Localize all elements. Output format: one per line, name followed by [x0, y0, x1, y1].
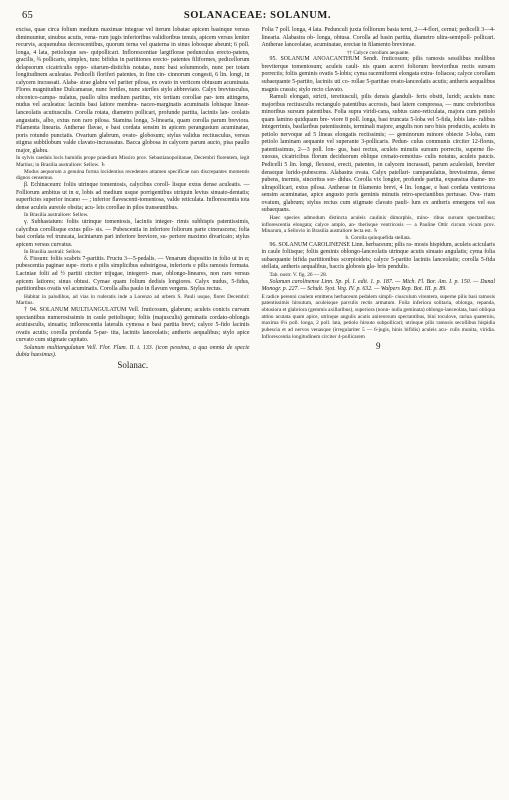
- paragraph: γ. Subhastatum: foliis utrinque tomentosis, laciniis integer- rimis subhispis patentissimis, calycibus corollisque extus pilo- sis. — Pubescentia in inferiore foliorum parte cinerascens; folia basi cordata vel truncata, laciniarum pari inferiore breviore, su- periore maximo divaricato; stylus apicem versus curvatus.: [16, 219, 250, 248]
- note: Haec species admodum distincta aculeis caulinis dimorphis, mino- ribus sursum spectantibus; inflorescentia elongata; calyce amplo, an- therisque ventricosis — a Pauline Ottir circum vicum prov. Minarum, a Sellovio in Brasilia australiore lecta est. ♄: [261, 214, 495, 235]
- note: Habitat in paludibus, ad vias in ruderatis inde a Lorenzo ad urbem S. Pauli usque, floret Decembri: Martius.: [16, 293, 250, 307]
- paragraph: Ramuli elongati, stricti, teretiusculi, pilis densis glanduli- feris obsiti, luridi; aculeis nunc majoribus rectiusculis rectangulo patentibus accrosis, basi latere compressa, — nunc crebrioribus minoribus sursum patentibus. Folia supra viridi-cana, subtus cano-reticulata, majora cum petiolo quam lamino quidquam bre- viore 8 poll. longa, basi truncata 5-loba vel 5-fida, lobis late- ralibus integerrimis, basilaribus patentissimis, terminali majore, angulis non raro bisis productis, aculeis in petiolo nervoque ad 5 lineas elongatis rectissimis; — geminorum minore obiecte 3-loba, cum petiolo laminam aequante vel superante 3-pollicaris. Pedun- culus communis circiter 12-florus, patentissimus, 2—3 poll. lon- gus, basi rectus, aculeis minutis sursum porrectis, superne fle- xuosus, cicatricibus florum deciduorum oblique crenato-remotius- culis notatus, aculeis paucis. Pedicelli 5 lin. longi, flexuosi, erecti, patentes, in calycem incrassati, parum aculeolati, breviter denseque lurido-pubescens. Alabastra ovata. Calyx patellari- campanulatus, brevissimus, dense pubens, inermis, sinceritus sor- didus. Corolla vix longior, profunde partita, expansiua diame- tro ultrapollicari, extus pilosa. Antherae in filamento brevi, 4 lin. longae, e basi cordata ventricosa sensim acuminatae, apice angusto poris geminis minutis retro-spectantibus pertusae. Ova- rium ovatum, glabrum; stylus rectus cum stigmate clavato pauli- lum ex antheris emergens vel eas subaequans.: [261, 94, 495, 214]
- small-text: E radice perenni caulem emittens herbaceum pedalem simpli- ciusculum virentem, superne pilis basi ramosis patentissimis hirsutum, aculeisque parvulis rectis armatum. Folia inferiora solitaria, oblonga, repanda, obtusiora et glabriora (gemmis axillaribus), superiora (nonn- nulla geminata) oblongo-lanceolata, basi obliqua attinu acutata quam apice, utrinque angulis acutis anireorsum spectantibus, bini toculove, rariua quaterniu, maxima 6¼ poll. longa, 2 poll. lata, petiolo hirsuto subpollicari; utrinque pilis ramosis secollibus hispidia pubescia et ad nervos venasque (irregulariter 5 — 6-jugis, binis bifidis) aculeis acu- culis munita, viridia. Inflorescentia longitudinem circiter 4-pollicarem: [261, 293, 495, 340]
- page-number: 65: [22, 10, 34, 21]
- paragraph: excisa, quae circa folium medium maximae integrae vel iterum lobatae apicem basinque versus diminuuntur, sinubus acutis, vena- rum jugis inferioribus validioribus tenuis, apicem versus leniter recurvis, acquenubus decrescentibus, quorum terna vel quaterna in sinus lobosque abeunt; 6 poll. longa, 4 lata, petioloque ses- quipollicari. Inflorescentiae largiflorae pedunculus erecto-patens, gracilis, ¾ pollicaris, simplex, tunc bifidus in partitiones erecto- patentes filiformes, pedicellorum delapsorum cicatriculis oppo- sitarum-distichis notatas, nunc basi solummodo, nunc per totam longitudinem aculeatas. Pedicelli floriferi patentes, in fine cin- cinnorum congesti, 6 lin. longi, in calycem incrassati. Alaba- strae glabra vel pariter pilosa, ex ovato in verticem obtusum acuminata. Flores magnitudine Dulcamarae, nunc fertiles, nunc steriles stylo abbreviato. Calyx breviusculus, obconico-campa- nulatus, paullo ultra medium partitus, vix tertiam corollae par- tem attingens, nudus vel aculeatus: laciniis basi latiore membra- naceo-marginatis acuminatis lobisque linear-lanceolatis acutiusculis. Corolla rotata, diametro pollicari, profunde partita, laciniis lan- ceolatis angustatis, albo, extus non raro pilosa. Stamina longa, 3-linearia, quam corolla parum breviora. Filamenta linearia. Antherae flavae, e basi cordata sensim in apicem perangustum acuminatae, poris rotundo punctatis. Ovarium glabrum, ovato- globosum; stylus validus rectiusculus, versus stigma subbilobum valde clavato-incrassatus. Bacca globosa in calycem parum aucto, pisa paullo major, glabra.: [16, 27, 250, 154]
- signature-mark: Solanac.: [117, 359, 149, 370]
- paragraph: Folia 7 poll. longa, 4 lata. Pedunculi juxta folliorum basia terni, 2—4-flori, cernui; pedicelli 3—4-linearia. Alabastra ob- longa, obtusa. Corolla ad basin partita, diametro ultra-semipoll- pollicari. Antherae lanceolatae, acuminatae, erectae in filamento breviorae.: [261, 27, 495, 49]
- paragraph: 95. SOLANUM ANOACANTHUM Sendt. fruticosum; pilis ramosis sessilibus mollibus breviterque tomentosum; aculeis cauli- nis quam acervi foliorum breviorihus rectis sursum porrectis; foliis geminis ovatis 5-lobis; cyma racemiformi elongata extra- foliacea; calyce corollam subaequante 5-partito, laciniis uti co- rollae 5-partitae ovato-lanceolatis acutis; antheris aequalibus magnis crassis; stylo recto clavato.: [261, 56, 495, 93]
- text-columns: [16, 27, 495, 369]
- section-heading: †† Calyce corollam aequante.: [346, 49, 410, 56]
- paragraph: 96. SOLANUM CAROLINENSE Linn. herbaceum; pilis ra- mosis hispidum, aculeis acicularis in caule foliisque; foliis geminis oblongo-lanceolatis utrinque acutis sinuato angulatis; cyma folia subaequante bifida partitionibus scorpioideis; calyce 5-partito laciniis lanceolatis; corolla 5-fida stellata, antheris aequalibus, baccis globosis gla- bris pendulis.: [261, 241, 495, 271]
- citation: Solanum carolinense Linn. Sp. pl. I. edit. 1. p. 187. — Mich. Fl. Bor. Am. I. p. 150. — Dunal Monogr. p. 227. — Schult. Syst. Veg. IV. p. 632. — Walpers Rep. Bot. III. p. 89.: [261, 278, 495, 293]
- note: Modus aequorum a genuina forma locidentius recedentes attamen specificae non discrepantes momentis dignos censemus.: [16, 168, 250, 182]
- running-head: [16, 10, 495, 27]
- small-text: In sylvis caeduis locis humidis prope praedium Missiro prov. Sebastianopolitanae, Decembri florentem, legit Martius; in Brasilia australiore: Sellow. ♄: [16, 155, 250, 168]
- paragraph: δ. Fissum: foliis scabris 7-partitis. Fructu 3—5-pedalis. — Venarum dispositio in folio ut in α; pubescentia paginae supe- rioris e pilis simplicibus substrigosa, inferioris e pilis ramosis formata. Laciniae folii ad ½ partiti circiter trijugae, integerri- mae, oblongo-lineares, non raro versus apicem latiores; sinus obtusi. Cymae quam folium dedisis longiores. Calyx nudus, 5-fidus, partitionibus ovatis vel acuminatis. Corolla alba paulo in flavum vergens. Stylus rectus.: [16, 255, 250, 293]
- left-column: [16, 27, 250, 369]
- section-heading: b. Corolla quinquefida stellata.: [345, 234, 411, 241]
- right-column: [262, 27, 496, 369]
- signature-mark: 9: [376, 340, 381, 351]
- paragraph: † 94. SOLANUM MULTIANGULATUM Vell. fruticosum, glabrum; aculeis conicis curvam spectantibus numerosissimis in caule petiolisque; foliis (majusculis) geminatis cordato-oblongis acutiusculis, sinuatis; inflorescentia lateralis cymosa e basi partita brevi; calyce 5-fido laciniis ovatis acutis; corolla profunda 5-par- tita, laciniis lanceolatis; antheris aequalibus; stylo apice curvato cum stigmate capitato.: [16, 307, 250, 344]
- note: In Brasilia australiore: Sellow.: [24, 212, 89, 219]
- running-title: SOLANACEAE: SOLANUM.: [183, 10, 332, 21]
- citation: Solanum multiangulatum Vell. Flor. Flum. II. t. 133. (icon pessima, a qua omnia de specie dubia haesimus).: [16, 344, 250, 359]
- paragraph: β. Echinaceum: foliis utrinque tomentosis, calycibus coroll- lisque extus dense aculeatis. — Folliorum ambitus ut in α, lobis ad medium usque porrigentibus utriquin levius sinuato-dentatis; superficies superior incano — ; inferior flavescenti-tomentosa, valde reticulata. Inflorescentia tota dense aculeis aureole obsita; acu- leis corollae in pilos transeuntibus.: [16, 182, 250, 211]
- note: Tab. nostr. V. fig. 26 — 28.: [269, 271, 328, 278]
- note: In Brasilia australi: Sellow.: [24, 249, 82, 256]
